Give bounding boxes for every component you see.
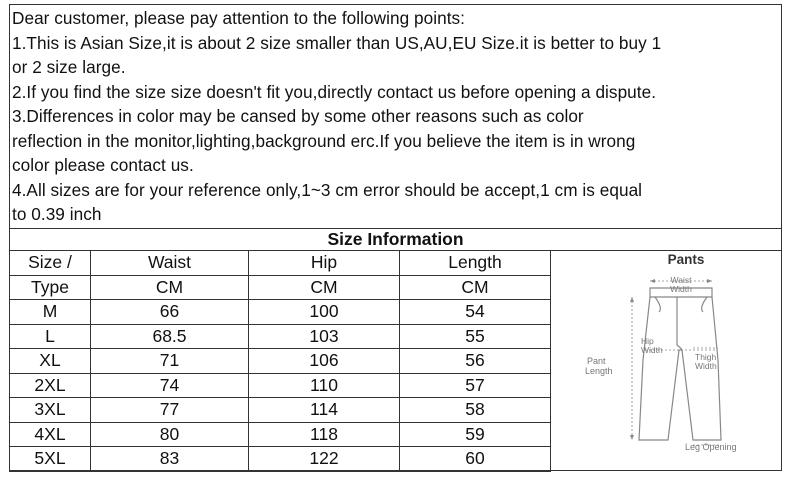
size-table xyxy=(9,250,551,472)
table-header-row xyxy=(10,251,551,276)
hip-label: Width xyxy=(641,345,663,355)
measure-cell: 71 xyxy=(91,349,249,374)
arrow-head xyxy=(650,279,655,283)
table-row xyxy=(10,373,551,398)
measure-cell: 114 xyxy=(249,398,400,423)
measure-cell: 60 xyxy=(400,447,551,472)
size-cell: L xyxy=(10,324,91,349)
header-cell: Length xyxy=(400,251,551,276)
table-row xyxy=(10,349,551,374)
size-cell: M xyxy=(10,300,91,325)
table-row xyxy=(10,422,551,447)
pants-pocket xyxy=(655,297,660,312)
notes-line: color please contact us. xyxy=(12,155,194,175)
measure-cell: 68.5 xyxy=(91,324,249,349)
notes-line: 4.All sizes are for your reference only,1~3 cm error should be accept,1 cm is equal xyxy=(12,179,643,200)
size-cell: 2XL xyxy=(10,373,91,398)
table-row xyxy=(10,324,551,349)
notes-line: Dear customer, please pay attention to the following points: xyxy=(12,8,466,28)
header-cell: CM xyxy=(91,275,249,300)
measure-cell: 80 xyxy=(91,422,249,447)
measure-cell: 55 xyxy=(400,324,551,349)
measure-cell: 103 xyxy=(249,324,400,349)
measure-cell: 66 xyxy=(91,300,249,325)
arrow-head xyxy=(630,435,634,440)
table-row xyxy=(10,300,551,325)
notes-line: to 0.39 inch xyxy=(12,204,102,224)
thigh-label: Thigh xyxy=(695,352,717,362)
header-cell: Waist xyxy=(91,251,249,276)
customer-notes xyxy=(12,6,780,227)
pants-pocket xyxy=(702,297,707,312)
size-cell: 5XL xyxy=(10,447,91,472)
arrow-head xyxy=(707,279,712,283)
header-cell: Type xyxy=(10,275,91,300)
notes-line: reflection in the monitor,lighting,background erc.If you believe the item is in wrong xyxy=(12,130,636,151)
measure-cell: 106 xyxy=(249,349,400,374)
header-cell: Hip xyxy=(249,251,400,276)
size-cell: 4XL xyxy=(10,422,91,447)
leg-opening-label: Leg Opening xyxy=(685,442,737,452)
header-cell: CM xyxy=(400,275,551,300)
table-row xyxy=(10,447,551,472)
measure-cell: 77 xyxy=(91,398,249,423)
arrow-head xyxy=(630,297,634,302)
measure-cell: 58 xyxy=(400,398,551,423)
pants-fly xyxy=(677,297,682,350)
measure-cell: 56 xyxy=(400,349,551,374)
table-row xyxy=(10,398,551,423)
waist-label: Waist xyxy=(670,275,692,285)
notes-line: or 2 size large. xyxy=(12,57,126,77)
notes-line: 2.If you find the size size doesn't fit you,directly contact us before opening a dispute. xyxy=(12,81,657,102)
measure-cell: 100 xyxy=(249,300,400,325)
diagram-title: Pants xyxy=(667,252,705,267)
size-info-title: Size Information xyxy=(327,229,464,249)
size-cell: 3XL xyxy=(10,398,91,423)
measure-cell: 74 xyxy=(91,373,249,398)
measure-cell: 118 xyxy=(249,422,400,447)
waist-label: Width xyxy=(670,284,692,294)
header-cell: CM xyxy=(249,275,400,300)
measure-cell: 59 xyxy=(400,422,551,447)
measure-cell: 83 xyxy=(91,447,249,472)
measure-cell: 122 xyxy=(249,447,400,472)
size-cell: XL xyxy=(10,349,91,374)
notes-line: 1.This is Asian Size,it is about 2 size smaller than US,AU,EU Size.it is better to buy 1 xyxy=(12,32,662,53)
pant-length-label: Length xyxy=(585,366,613,376)
header-cell: Size / xyxy=(10,251,91,276)
measure-cell: 57 xyxy=(400,373,551,398)
pant-length-label: Pant xyxy=(587,356,606,366)
measure-cell: 54 xyxy=(400,300,551,325)
notes-line: 3.Differences in color may be cansed by some other reasons such as color xyxy=(12,106,584,126)
thigh-label: Width xyxy=(695,361,717,371)
measure-cell: 110 xyxy=(249,373,400,398)
table-header-row xyxy=(10,275,551,300)
hip-label: Hip xyxy=(641,336,654,346)
pants-diagram xyxy=(551,250,781,470)
